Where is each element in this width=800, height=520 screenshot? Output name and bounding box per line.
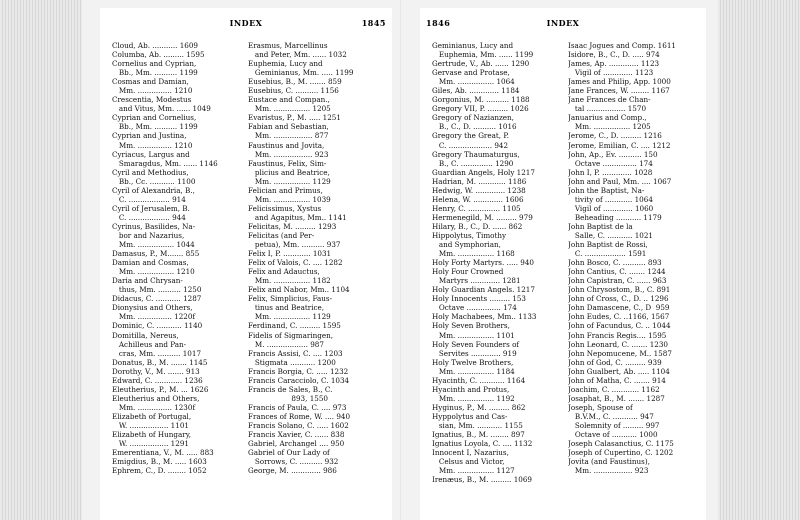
index-entry-line: John Nepomucene, M.. 1587 <box>568 348 672 358</box>
index-entry-line: Holy Seven Founders of <box>432 339 520 349</box>
index-entry-line: Emerentiana, V., M. ..... 883 <box>112 448 214 458</box>
index-entry-line: Hyppolytus and Cas- <box>432 411 508 421</box>
index-entry-line: Hedwig, W. ............. 1238 <box>432 185 526 195</box>
index-entry-line: John of God, C. ......... 939 <box>568 357 662 367</box>
index-entry-line: Smaragdus, Mm. ...... 1146 <box>112 158 218 168</box>
index-entry-line: John, Ap., Ev. .......... 150 <box>568 149 658 159</box>
index-entry-line: Hadrian, M. ............ 1186 <box>432 176 527 186</box>
index-entry-line: Faustinus, Felix, Sim- <box>248 158 327 168</box>
index-entry-line: Bb., Mm. .......... 1199 <box>112 68 198 78</box>
index-entry-line: Mm. ................ 1210 <box>112 267 195 277</box>
index-entry-line: tivity of ............ 1064 <box>568 194 653 204</box>
index-entry-line: Jane Frances, W. ........ 1167 <box>568 86 670 96</box>
right-page-column-1 <box>432 41 562 484</box>
index-entry-line: W. ................. 1101 <box>112 420 189 430</box>
index-entry-line: Gregory of Nazianzen, <box>432 113 514 123</box>
index-entry-line: John Baptist de la <box>568 221 633 231</box>
index-entry-line: Mm. ................. 923 <box>248 149 329 159</box>
index-entry-line: Ferdinand, C. ......... 1595 <box>248 321 341 331</box>
index-entry-line: Cornelius and Cyprian, <box>112 59 197 69</box>
index-entry-line: Dorothy, V., M. ....... 913 <box>112 366 200 376</box>
index-entry-line: Elizabeth of Hungary, <box>112 430 192 440</box>
index-entry-line: Henry, C. .............. 1105 <box>432 203 521 213</box>
index-entry-line: Holy Guardian Angels. 1217 <box>432 285 535 295</box>
index-entry-line: Emigdius, B., M. ..... 1603 <box>112 457 207 467</box>
index-entry-line: Cyril of Alexandria, B., <box>112 185 195 195</box>
index-entry-line: Eleutherius and Others, <box>112 393 200 403</box>
index-entry-line: Damian and Cosmas, <box>112 258 189 268</box>
index-entry-line: C. .................. 1591 <box>568 249 647 259</box>
index-entry-line: Mm. ............... 1230f <box>112 402 196 412</box>
index-entry-line: Francis Assisi, C. .... 1203 <box>248 348 343 358</box>
index-entry-line: Mm. ............... 1210 <box>112 86 193 96</box>
index-entry-line: Cyprian and Justina, <box>112 131 187 141</box>
right-page-title: INDEX <box>546 18 580 28</box>
index-entry-line: Euphemia, Lucy and <box>248 59 323 69</box>
index-entry-line: Eusebius, B., M. ....... 859 <box>248 77 342 87</box>
index-entry-line: Innocent I, Nazarius, <box>432 448 509 458</box>
index-entry-line: Martyrs ............. 1281 <box>432 276 521 286</box>
index-entry-line: B., C., D. .......... 1016 <box>432 122 517 132</box>
index-entry-line: Vigil of ............. 1123 <box>568 68 654 78</box>
index-entry-line: Jerome, C., D. ......... 1216 <box>568 131 662 141</box>
index-entry-line: Ignatius Loyola, C. .... 1132 <box>432 439 533 449</box>
index-entry-line: Felician and Primus, <box>248 185 323 195</box>
index-entry-line: Cyriacus, Largus and <box>112 149 190 159</box>
index-entry-line: petua), Mm. .......... 937 <box>248 240 341 250</box>
index-entry-line: John Francis Regis.... 1595 <box>568 330 667 340</box>
index-entry-line: Sorrows, C. .......... 932 <box>248 457 339 467</box>
index-entry-line: Gregory Thaumaturgus, <box>432 149 520 159</box>
index-entry-line: Francis Xavier, C. ...... 838 <box>248 430 345 440</box>
index-entry-line: Guardian Angels, Holy 1217 <box>432 167 535 177</box>
index-entry-line: and Vitus, Mm. ...... 1049 <box>112 104 211 114</box>
left-page-header <box>100 18 392 32</box>
index-entry-line: Gertrude, V., Ab. ...... 1290 <box>432 59 530 69</box>
index-entry-line: John the Baptist, Na- <box>568 185 645 195</box>
index-entry-line: Bb., Cc. ........... 1100 <box>112 176 196 186</box>
index-entry-line: Hyginus, P., M. ......... 862 <box>432 402 526 412</box>
index-entry-line: Francis de Sales, B., C. <box>248 384 333 394</box>
index-entry-line: Edward, C. ............ 1236 <box>112 375 203 385</box>
index-entry-line: Eusebius, C. .......... 1156 <box>248 86 339 96</box>
index-entry-line: cras, Mm. .......... 1017 <box>112 348 202 358</box>
index-entry-line: Cloud, Ab. ........... 1609 <box>112 41 198 50</box>
index-entry-line: Elizabeth of Portugal, <box>112 411 192 421</box>
index-entry-line: John Bosco, C. .......... 893 <box>568 258 662 268</box>
index-entry-line: Joseph Calasanctius, C. 1175 <box>568 439 674 449</box>
index-entry-line: Ephrem, C., D. ........ 1052 <box>112 466 207 476</box>
left-page-column-1 <box>112 41 242 475</box>
left-page-title: INDEX <box>229 18 263 28</box>
index-entry-line: Joachim, C. ............ 1162 <box>568 384 660 394</box>
index-entry-line: Hyacinth, C. ........... 1164 <box>432 375 526 385</box>
index-entry-line: Euphemia, Mm. ...... 1199 <box>432 50 534 60</box>
index-entry-line: Francis of Paula, C. .... 973 <box>248 402 347 412</box>
right-page-column-2 <box>568 41 698 475</box>
index-entry-line: Felicitas (and Per- <box>248 230 315 240</box>
index-entry-line: John Chrysostom, B., C. 891 <box>568 285 671 295</box>
index-entry-line: Holy Machabees, Mm.. 1133 <box>432 312 537 322</box>
index-entry-line: John Damascene, C., D 959 <box>568 303 670 313</box>
index-entry-line: Jerome, Emilian, C. .... 1212 <box>568 140 671 150</box>
right-page <box>420 8 706 520</box>
index-entry-line: Mm. ................ 1044 <box>112 240 195 250</box>
index-entry-line: John Baptist de Rossi, <box>568 240 648 250</box>
index-entry-line: Donatus, B., M. ....... 1145 <box>112 357 208 367</box>
index-entry-line: Mm. ................ 1205 <box>568 122 651 132</box>
index-entry-line: Joseph of Cupertino, C. 1202 <box>568 448 674 458</box>
index-entry-line: W. ................. 1291 <box>112 439 189 449</box>
index-entry-line: Hilary, B., C., D. ...... 862 <box>432 221 523 231</box>
index-entry-line: and Peter, Mm. ...... 1032 <box>248 50 347 60</box>
index-entry-line: Servites ............. 919 <box>432 348 517 358</box>
index-entry-line: Faustinus and Jovita, <box>248 140 325 150</box>
index-entry-line: Mm. ................ 1184 <box>432 366 515 376</box>
index-entry-line: Solemnity of ......... 997 <box>568 420 660 430</box>
index-entry-line: Gregory VII, P. ......... 1026 <box>432 104 529 114</box>
index-entry-line: Mm. ................ 1129 <box>248 312 331 322</box>
index-entry-line: John of Facundus, C. .. 1044 <box>568 321 671 331</box>
index-entry-line: Salle, C. ........... 1021 <box>568 230 654 240</box>
index-entry-line: B.V.M., C. ........... 947 <box>568 411 654 421</box>
index-entry-line: Octave of ........... 1000 <box>568 430 658 440</box>
index-entry-line: James and Philip, App. 1000 <box>568 77 671 87</box>
index-entry-line: Isidore, B., C., D. ..... 974 <box>568 50 660 60</box>
left-page <box>100 8 392 520</box>
index-entry-line: Cosmas and Damian, <box>112 77 189 87</box>
index-entry-line: John I, P. ............. 1028 <box>568 167 653 177</box>
index-entry-line: Evaristus, P., M. ..... 1251 <box>248 113 341 123</box>
index-entry-line: Felix and Nabor, Mm.. 1104 <box>248 285 350 295</box>
index-entry-line: Octave ............... 174 <box>432 303 517 313</box>
index-entry-line: Hyacinth and Protus, <box>432 384 510 394</box>
index-entry-line: Bb., Mm. .......... 1199 <box>112 122 198 132</box>
index-entry-line: John of Matha, C. ....... 914 <box>568 375 666 385</box>
index-entry-line: John Cantius, C. ....... 1244 <box>568 267 666 277</box>
index-entry-line: Mm. ................ 1129 <box>248 176 331 186</box>
index-entry-line: George, M. ............. 986 <box>248 466 337 476</box>
index-entry-line: Dominic, C. ........... 1140 <box>112 321 203 331</box>
index-entry-line: Holy Seven Brothers, <box>432 321 510 331</box>
index-entry-line: Eustace and Compan., <box>248 95 330 105</box>
index-entry-line: M. .................. 987 <box>248 339 324 349</box>
index-entry-line: Holy Forty Martyrs. ..... 940 <box>432 258 534 268</box>
index-entry-line: tinus and Beatrice, <box>248 303 325 313</box>
index-entry-line: Gervase and Protase, <box>432 68 510 78</box>
left-page-edge <box>0 0 82 520</box>
index-entry-line: Hermenegild, M. ......... 979 <box>432 212 533 222</box>
index-entry-line: Didacus, C. ........... 1287 <box>112 294 202 304</box>
index-entry-line: Jane Frances de Chan- <box>568 95 651 105</box>
index-entry-line: Frances of Rome, W. .... 940 <box>248 411 351 421</box>
index-entry-line: Dionysius and Others, <box>112 303 193 313</box>
index-entry-line: Mm. ................ 1182 <box>248 276 331 286</box>
index-entry-line: Achilleus and Pan- <box>112 339 187 349</box>
index-entry-line: Eleutherius, P., M. ... 1626 <box>112 384 209 394</box>
index-entry-line: Celsus and Victor, <box>432 457 505 467</box>
index-entry-line: Januarius and Comp., <box>568 113 647 123</box>
index-entry-line: C. ................... 942 <box>432 140 509 150</box>
index-entry-line: Columba, Ab. ......... 1595 <box>112 50 205 60</box>
index-entry-line: Cyril of Jerusalem, B. <box>112 203 190 213</box>
index-entry-line: Cyrinus, Basilides, Na- <box>112 221 196 231</box>
index-entry-line: Cyprian and Cornelius, <box>112 113 197 123</box>
index-entry-line: sian, Mm. ........... 1155 <box>432 420 523 430</box>
index-entry-line: Geminianus, Mm. ..... 1199 <box>248 68 354 78</box>
index-entry-line: Mm. ................ 1039 <box>248 194 331 204</box>
index-entry-line: C. .................. 914 <box>112 194 186 204</box>
right-page-header <box>420 18 706 32</box>
index-entry-line: Holy Four Crowned <box>432 267 504 277</box>
index-entry-line: Damasus, P., M....... 855 <box>112 249 200 259</box>
index-entry-line: Gabriel, Archangel .... 950 <box>248 439 345 449</box>
index-entry-line: Mm. ................ 1101 <box>432 330 515 340</box>
index-entry-line: Mm. ............... 1210 <box>112 140 193 150</box>
index-entry-line: plicius and Beatrice, <box>248 167 330 177</box>
index-entry-line: Felix and Adauctus, <box>248 267 320 277</box>
right-page-number: 1846 <box>426 18 451 28</box>
index-entry-line: Fabian and Sebastian, <box>248 122 329 132</box>
index-entry-line: Joseph, Spouse of <box>568 402 633 412</box>
index-entry-line: Mm. ................ 1205 <box>248 104 331 114</box>
index-entry-line: Mm. ................. 877 <box>248 131 329 141</box>
index-entry-line: John and Paul, Mm. .... 1067 <box>568 176 672 186</box>
index-entry-line: John Gualbert, Ab. ..... 1104 <box>568 366 670 376</box>
index-entry-line: Isaac Jogues and Comp. 1611 <box>568 41 676 50</box>
index-entry-line: Holy Twelve Brothers, <box>432 357 514 367</box>
index-entry-line: Mm. ................ 1192 <box>432 393 515 403</box>
index-entry-line: Felix of Valois, C. .... 1282 <box>248 258 343 268</box>
index-entry-line: John of Cross, C., D. .. 1296 <box>568 294 669 304</box>
index-entry-line: Octave ............... 174 <box>568 158 653 168</box>
index-entry-line: James, Ap. ............. 1123 <box>568 59 660 69</box>
index-entry-line: thus, Mm. .......... 1250 <box>112 285 202 295</box>
index-entry-line: Stigmata ........... 1200 <box>248 357 336 367</box>
index-entry-line: Francis Solano, C. ..... 1602 <box>248 420 349 430</box>
index-entry-line: Gabriel of Our Lady of <box>248 448 330 458</box>
index-entry-line: C. .................. 944 <box>112 212 186 222</box>
index-entry-line: Mm. ................ 1127 <box>432 466 515 476</box>
index-entry-line: John Eudes, C. ..1166, 1567 <box>568 312 670 322</box>
index-entry-line: B., C. .............. 1290 <box>432 158 514 168</box>
index-entry-line: Hippolytus, Timothy <box>432 230 507 240</box>
index-entry-line: bor and Nazarius, <box>112 230 185 240</box>
index-entry-line: Daria and Chrysan- <box>112 276 183 286</box>
index-entry-line: Felicitas, M. ......... 1293 <box>248 221 337 231</box>
index-entry-line: Gregory the Great, P. <box>432 131 510 141</box>
index-entry-line: 893, 1550 <box>248 393 328 403</box>
index-entry-line: and Symphorian, <box>432 240 501 250</box>
index-entry-line: and Agapitus, Mm.. 1141 <box>248 212 347 222</box>
index-entry-line: Crescentia, Modestus <box>112 95 192 105</box>
index-entry-line: Helena, W. ............. 1606 <box>432 194 524 204</box>
index-entry-line: Erasmus, Marcellinus <box>248 41 328 50</box>
index-entry-line: Giles, Ab. ............. 1184 <box>432 86 520 96</box>
index-entry-line: Josaphat, B., M. ....... 1287 <box>568 393 665 403</box>
index-entry-line: Holy Innocents ......... 153 <box>432 294 526 304</box>
index-entry-line: tal ................. 1570 <box>568 104 647 114</box>
index-entry-line: Francis Borgia, C. ..... 1232 <box>248 366 349 376</box>
index-entry-line: Beheading ........... 1179 <box>568 212 662 222</box>
index-entry-line: Jovita (and Faustinus), <box>568 457 650 467</box>
right-page-edge <box>718 0 800 520</box>
index-entry-line: Mm. ................ 1064 <box>432 77 515 87</box>
book-spine <box>400 0 401 520</box>
left-page-column-2 <box>248 41 378 475</box>
index-entry-line: Mm. ............... 1220f <box>112 312 196 322</box>
index-entry-line: Cyril and Methodius, <box>112 167 189 177</box>
index-entry-line: Felix, Simplicius, Faus- <box>248 294 333 304</box>
index-entry-line: Fidelis of Sigmaringen, <box>248 330 334 340</box>
left-page-number: 1845 <box>361 18 386 28</box>
index-entry-line: John Capistran, C. ...... 963 <box>568 276 667 286</box>
index-entry-line: Irenæus, B., M. ......... 1069 <box>432 475 533 485</box>
index-entry-line: Domitilla, Nereus, <box>112 330 179 340</box>
index-entry-line: Ignatius, B., M. ........ 897 <box>432 430 525 440</box>
index-entry-line: Mm. ................ 1168 <box>432 249 515 259</box>
index-entry-line: Mm. ................. 923 <box>568 466 649 476</box>
index-entry-line: Felicissimus, Xystus <box>248 203 322 213</box>
index-entry-line: Gorgonius, M. .......... 1188 <box>432 95 530 105</box>
index-entry-line: John Leonard, C. ....... 1230 <box>568 339 669 349</box>
index-entry-line: Vigil of ............. 1060 <box>568 203 654 213</box>
index-entry-line: Felix I, P. ............ 1031 <box>248 249 332 259</box>
index-entry-line: Francis Caracciolo, C. 1034 <box>248 375 350 385</box>
index-entry-line: Geminianus, Lucy and <box>432 41 514 50</box>
